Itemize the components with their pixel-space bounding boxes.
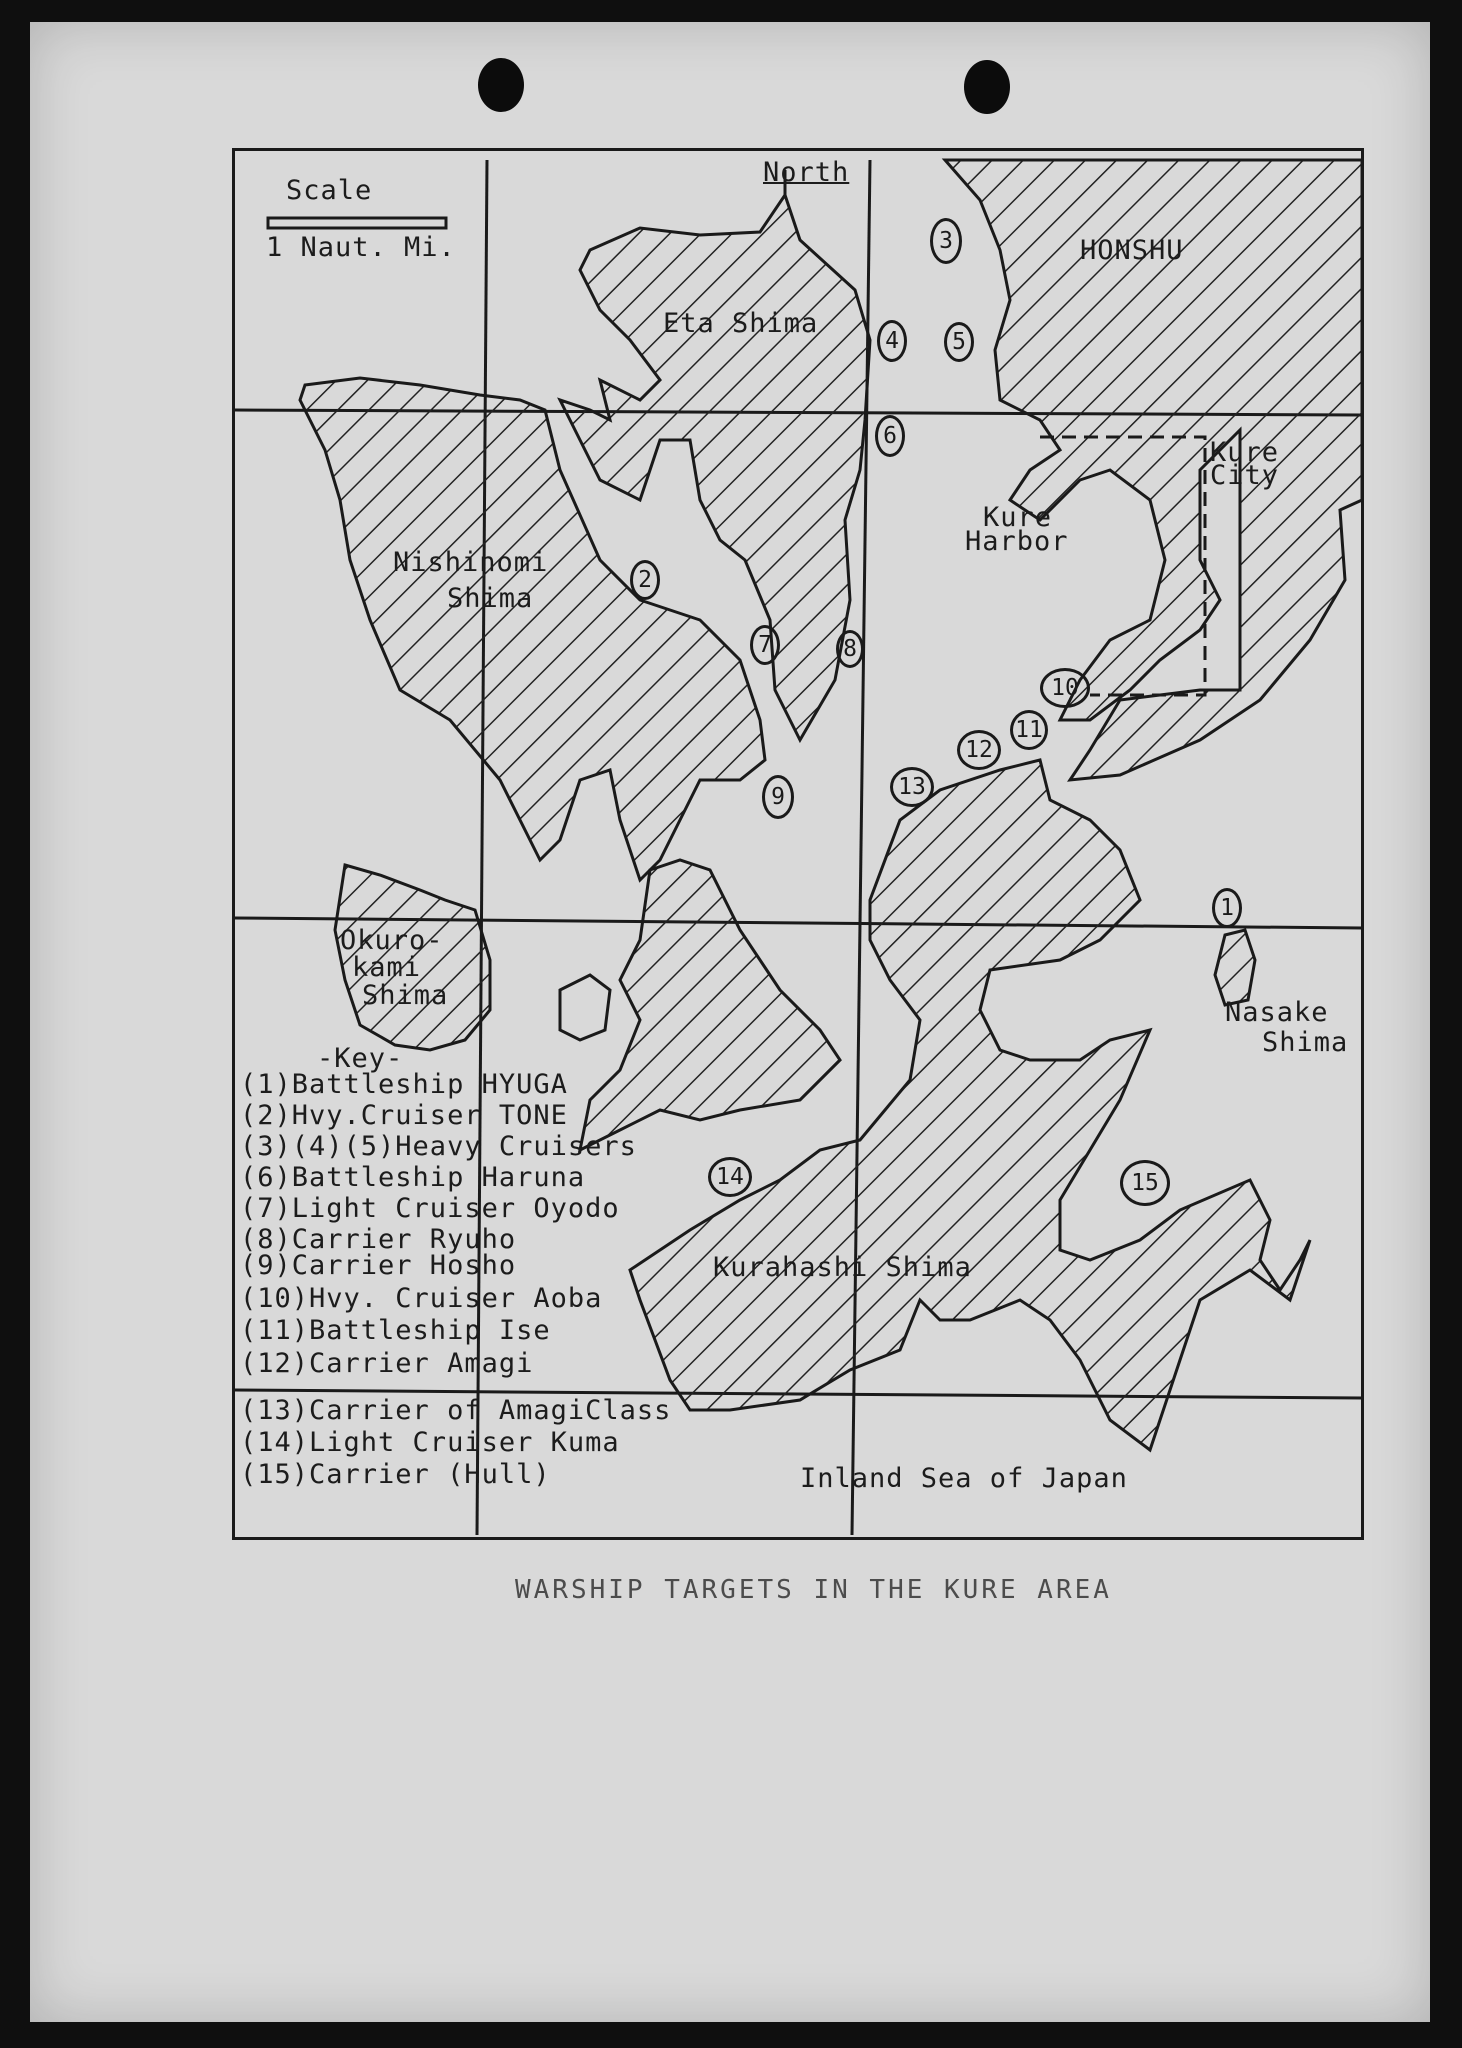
key-entry-6: (8)Carrier Ryuho [240, 1224, 517, 1255]
inland-sea-label: Inland Sea of Japan [800, 1463, 1128, 1494]
kure-harbor-label-line1: Kure [983, 502, 1053, 533]
honshu-label: HONSHU [1080, 235, 1184, 266]
okurokami-label-line3: Shima [362, 980, 449, 1011]
okurokami-label-line1: Okuro- [340, 925, 444, 956]
key-entry-9: (11)Battleship Ise [240, 1315, 551, 1346]
key-entry-5: (7)Light Cruiser Oyodo [240, 1193, 620, 1224]
kure-city-label-line1: Kure [1210, 437, 1280, 468]
marker-15: 15 [1120, 1160, 1170, 1206]
key-entry-1: (1)Battleship HYUGA [240, 1069, 568, 1100]
marker-3: 3 [930, 218, 962, 264]
marker-11: 11 [1010, 710, 1048, 750]
key-entry-2: (2)Hvy.Cruiser TONE [240, 1100, 568, 1131]
small-islet [560, 975, 610, 1040]
key-entry-12: (14)Light Cruiser Kuma [240, 1427, 620, 1458]
marker-6: 6 [875, 415, 905, 457]
key-entry-4: (6)Battleship Haruna [240, 1162, 586, 1193]
scale-label: Scale [286, 175, 373, 206]
kure-harbor-label-line2: Harbor [965, 526, 1069, 557]
key-entry-10: (12)Carrier Amagi [240, 1348, 534, 1379]
nishinomi-label-line2: Shima [447, 583, 534, 614]
central-peninsula [580, 860, 840, 1150]
nasake-label-line1: Nasake [1225, 997, 1329, 1028]
marker-7: 7 [750, 625, 780, 665]
scale-value: 1 Naut. Mi. [266, 232, 456, 263]
marker-5: 5 [944, 322, 974, 362]
key-entry-7: (9)Carrier Hosho [240, 1250, 517, 1281]
kure-city-label-line2: City [1210, 460, 1280, 491]
north-label: North [763, 157, 850, 188]
okurokami-label-line2: kami [352, 952, 422, 983]
marker-10: 10 [1040, 668, 1090, 708]
key-entry-13: (15)Carrier (Hull) [240, 1459, 551, 1490]
marker-14: 14 [708, 1157, 752, 1197]
marker-2: 2 [630, 560, 660, 600]
marker-9: 9 [762, 775, 794, 819]
marker-13: 13 [890, 767, 934, 807]
marker-1: 1 [1212, 888, 1242, 928]
key-entry-8: (10)Hvy. Cruiser Aoba [240, 1283, 603, 1314]
marker-8: 8 [836, 630, 864, 668]
eta-shima-label: Eta Shima [663, 308, 819, 339]
key-heading: -Key- [317, 1043, 404, 1074]
nishinomi-label-line1: Nishinomi [393, 547, 549, 578]
scale-bar [268, 218, 446, 228]
marker-12: 12 [957, 730, 1001, 770]
key-entry-11: (13)Carrier of AmagiClass [240, 1395, 672, 1426]
marker-4: 4 [877, 320, 907, 362]
nasake-label-line2: Shima [1262, 1027, 1349, 1058]
map-caption: WARSHIP TARGETS IN THE KURE AREA [515, 1575, 1112, 1605]
kurahashi-label: Kurahashi Shima [713, 1252, 972, 1283]
nasake-shima-island [1215, 930, 1255, 1005]
key-entry-3: (3)(4)(5)Heavy Cruisers [240, 1131, 637, 1162]
